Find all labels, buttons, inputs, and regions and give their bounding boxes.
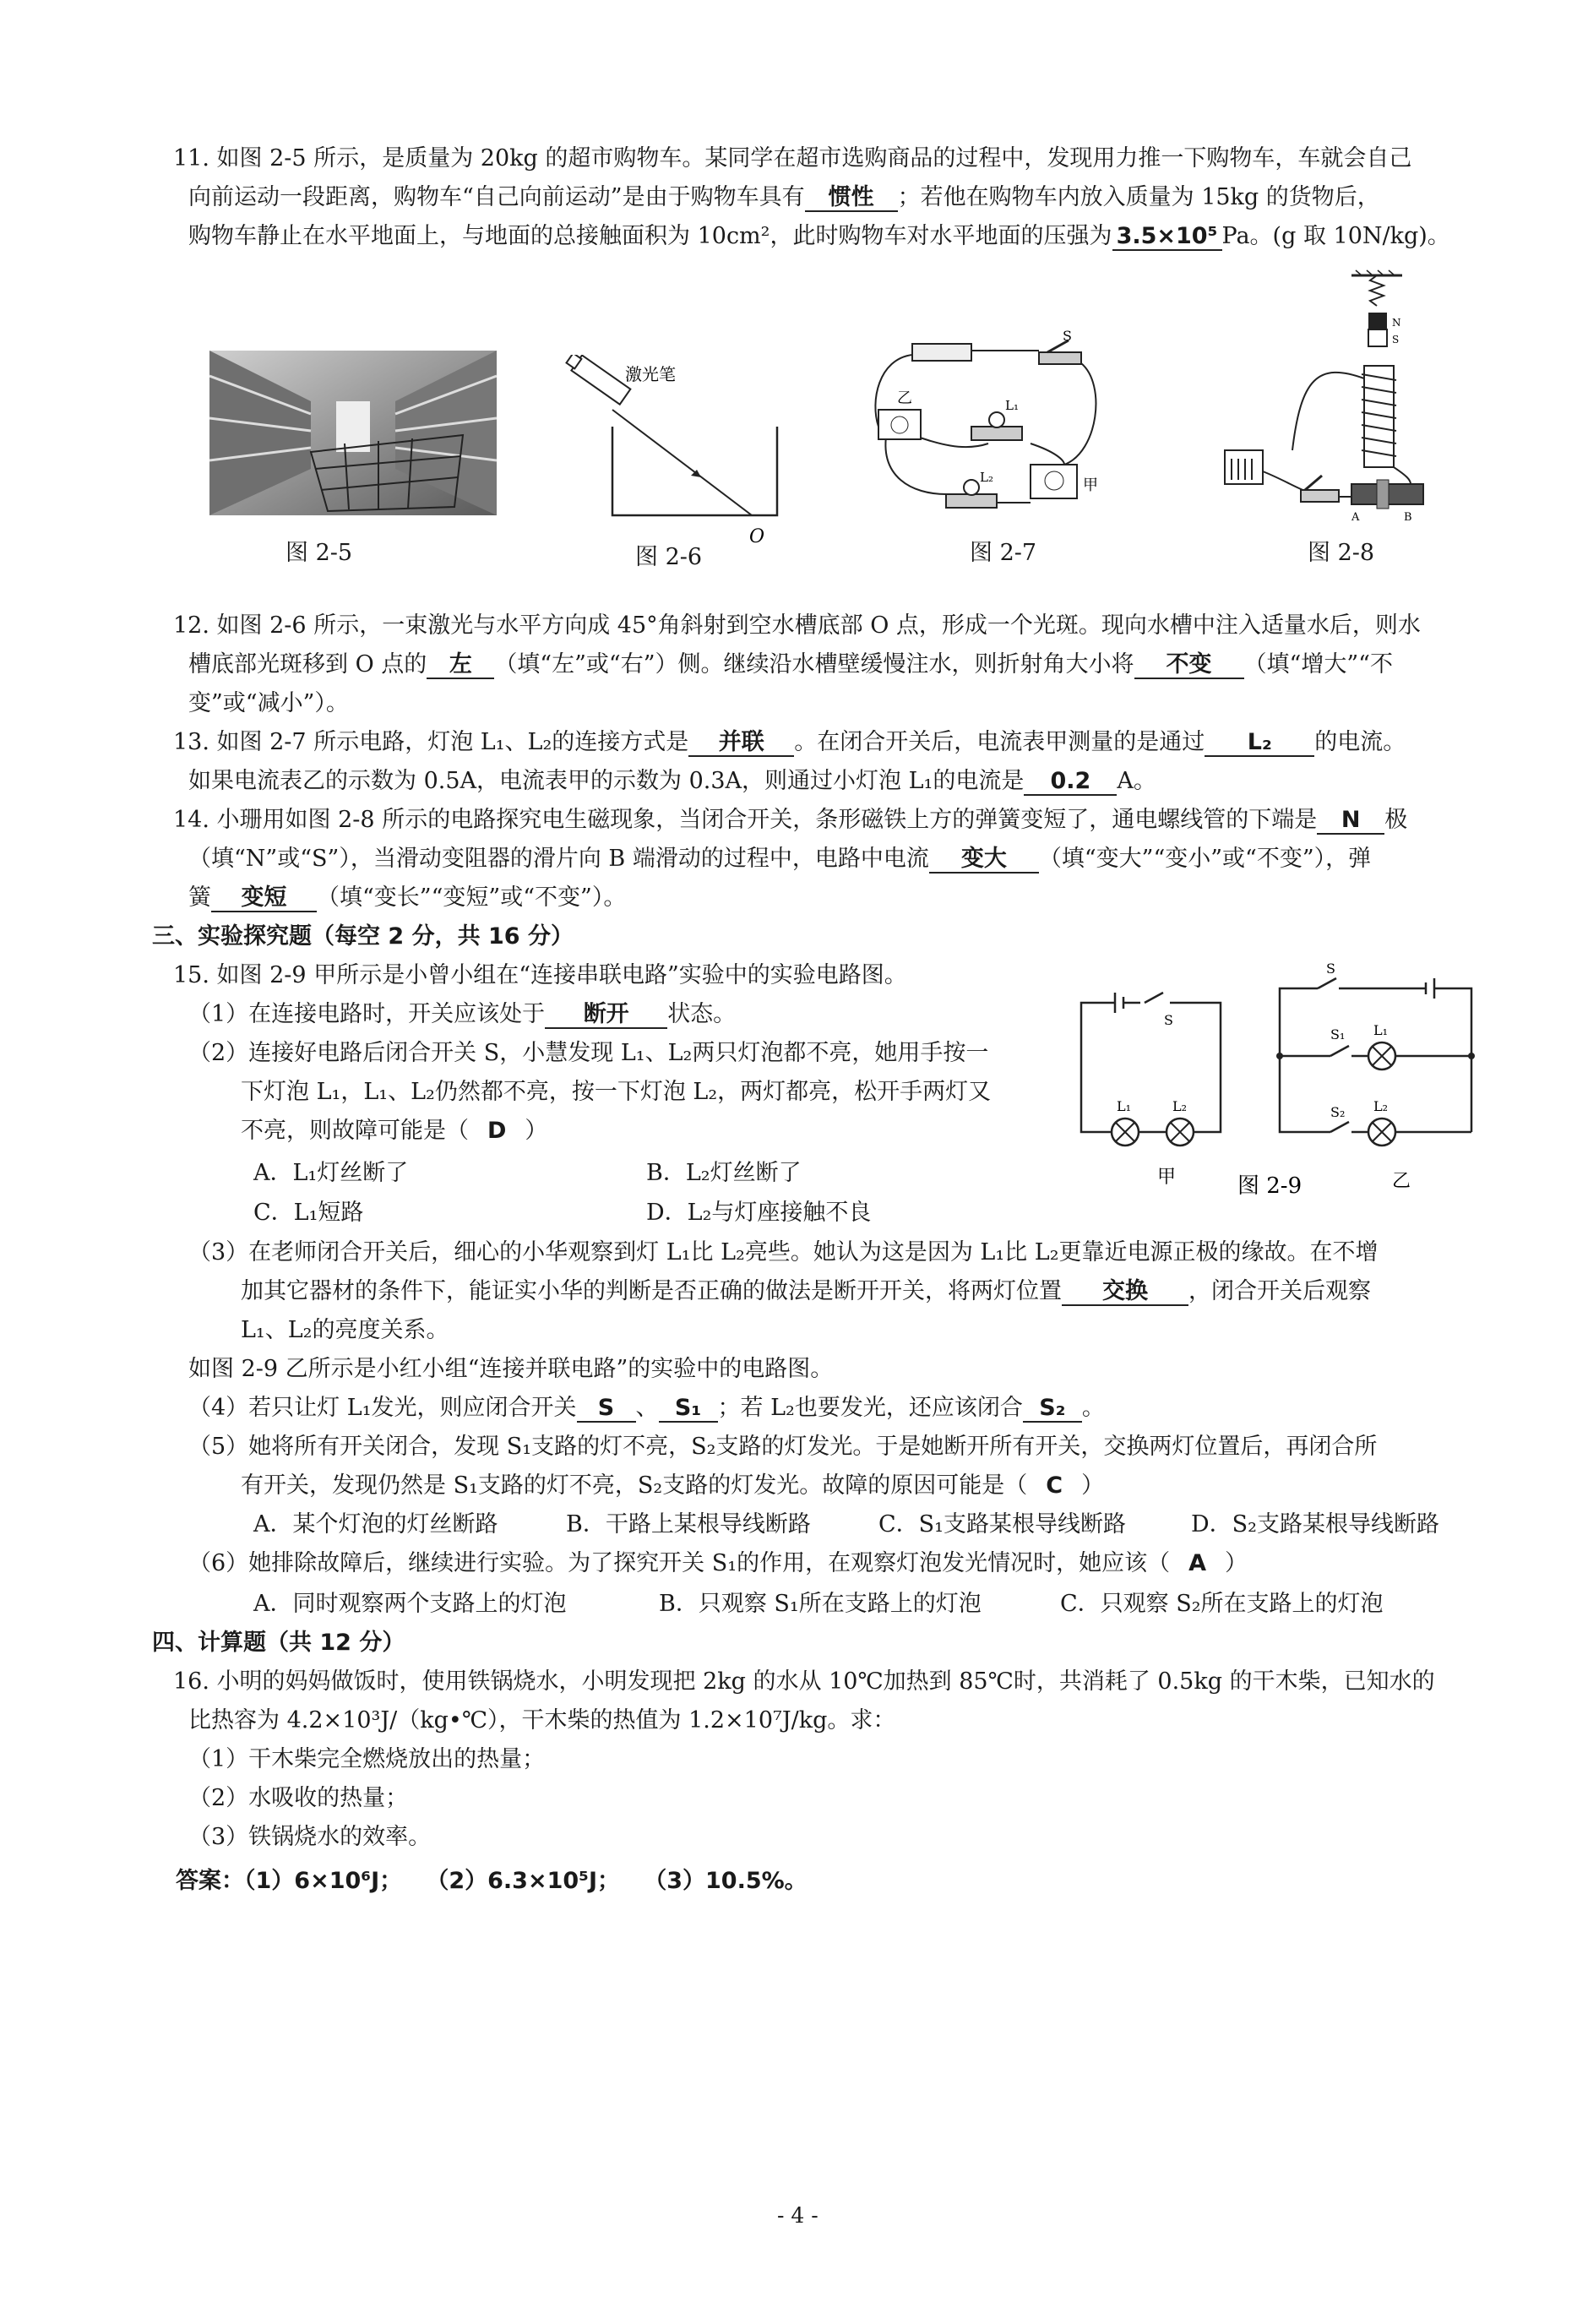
q15-text: （1）在连接电路时，开关应该处于 (188, 1001, 546, 1027)
section-heading: 三、实验探究题（每空 2 分，共 16 分） (152, 923, 574, 950)
q15-text: ） (1081, 1472, 1105, 1499)
q15-part6-options (253, 1585, 1384, 1624)
q15-text: ） (1225, 1550, 1248, 1576)
ammeter-yi-label: 乙 (897, 389, 912, 407)
switch-s1-label: S₁ (1330, 1026, 1346, 1042)
magnet-s-label: S (1392, 334, 1400, 346)
option-b: B．L₂灯丝断了 (646, 1160, 802, 1186)
q15-text: （6）她排除故障后，继续进行实验。为了探究开关 S₁的作用，在观察灯泡发光情况时，她应该（ (188, 1550, 1171, 1576)
question-number: 15. (173, 962, 209, 988)
q15-text: 。 (1081, 1395, 1105, 1421)
q14-text: 极 (1384, 807, 1408, 833)
q15-part4 (188, 1389, 1105, 1428)
q12-text: （填“左”或“右”）侧。继续沿水槽壁缓慢注水，则折射角大小将 (494, 651, 1134, 678)
page-number: - 4 - (777, 2203, 818, 2228)
point-o-label: O (749, 526, 765, 547)
option-d: D．L₂与灯座接触不良 (646, 1200, 872, 1226)
q11-line1 (173, 139, 1411, 178)
option-a: A．L₁灯丝断了 (253, 1160, 409, 1186)
option-d: D．S₂支路某根导线断路 (1191, 1511, 1439, 1538)
answer-blank: 0.2 (1024, 769, 1117, 796)
answer-choice: D (487, 1118, 507, 1144)
q15-part5-line2 (241, 1467, 1104, 1505)
magnet-n-label: N (1392, 317, 1401, 329)
figure-2-9-circuits (1073, 955, 1495, 1208)
answer-blank: 惯性 (805, 185, 898, 212)
q16-line1 (173, 1663, 1435, 1701)
option-c: C．S₁支路某根导线断路 (878, 1511, 1126, 1538)
question-number: 14. (173, 807, 209, 833)
bulb-l2-label: L₂ (980, 470, 993, 485)
q13-text: 如图 2-7 所示电路，灯泡 L₁、L₂的连接方式是 (216, 729, 689, 755)
figure-caption: 图 2-6 (635, 544, 703, 570)
q15-text: 状态。 (667, 1001, 737, 1027)
q14-line2 (188, 840, 1371, 879)
question-number: 12. (173, 612, 209, 639)
q15-part3-line2 (241, 1272, 1371, 1311)
q11-line2 (188, 178, 1380, 217)
q15-yi-intro: 如图 2-9 乙所示是小红小组“连接并联电路”的实验中的电路图。 (188, 1356, 834, 1382)
q14-text: （填“变大”“变小”或“不变”），弹 (1038, 846, 1372, 872)
q15-part2-line2: 下灯泡 L₁，L₁、L₂仍然都不亮，按一下灯泡 L₂，两灯都亮，松开手两灯又 (241, 1079, 992, 1105)
figure-2-7-circuit (862, 325, 1107, 524)
answer-blank: 左 (427, 652, 494, 679)
answer-blank: S₁ (659, 1396, 718, 1423)
q11-text: 如图 2-5 所示，是质量为 20kg 的超市购物车。某同学在超市选购商品的过程中，发现用力推一下购物车，车就会自己 (216, 145, 1412, 171)
q13-line2 (188, 762, 1156, 801)
answer-blank: N (1317, 808, 1384, 835)
circuit-yi-label: 乙 (1392, 1171, 1411, 1192)
q16-sub3: （3）铁锅烧水的效率。 (188, 1824, 432, 1850)
q14-text: （填“N”或“S”），当滑动变阻器的滑片向 B 端滑动的过程中，电路中电流 (188, 846, 929, 872)
q16-text: 小明的妈妈做饭时，使用铁锅烧水，小明发现把 2kg 的水从 10℃加热到 85℃时，共消耗了 0.5kg 的干木柴，已知水的 (216, 1668, 1435, 1695)
answer-blank: 变短 (211, 885, 317, 912)
answer-blank: 断开 (545, 1002, 667, 1029)
q11-text: 购物车静止在水平地面上，与地面的总接触面积为 10cm²，此时购物车对水平地面的压强为 (188, 223, 1112, 249)
q15-text: （4）若只让灯 L₁发光，则应闭合开关 (188, 1395, 577, 1421)
q11-text: Pa。(g 取 10N/kg)。 (1221, 223, 1450, 249)
laser-pen-label: 激光笔 (625, 364, 676, 384)
switch-s-label: S (1326, 961, 1335, 977)
q15-text: 、 (635, 1395, 659, 1421)
answer-blank: 交换 (1062, 1279, 1188, 1306)
option-a: A．同时观察两个支路上的灯泡 (253, 1591, 567, 1617)
q15-part3-line3: L₁、L₂的亮度关系。 (241, 1317, 449, 1343)
switch-s-label: S (1164, 1012, 1173, 1028)
q12-text: 如图 2-6 所示，一束激光与水平方向成 45°角斜射到空水槽底部 O 点，形成一个光斑。现向水槽中注入适量水后，则水 (216, 612, 1421, 639)
q12-text: 槽底部光斑移到 O 点的 (188, 651, 427, 678)
circuit-jia-label: 甲 (1157, 1167, 1177, 1188)
figure-2-5-photo (209, 351, 497, 515)
answer-choice: A (1188, 1550, 1206, 1576)
q11-text: 向前运动一段距离，购物车“自己向前运动”是由于购物车具有 (188, 184, 805, 210)
q13-text: A。 (1117, 768, 1156, 794)
question-number: 13. (173, 729, 209, 755)
question-number: 16. (173, 1668, 209, 1695)
q12-line3: 变”或“减小”）。 (188, 690, 349, 716)
answer-blank: 并联 (688, 730, 794, 757)
figure-2-8-electromagnet (1216, 269, 1440, 526)
q15-text: ，闭合开关后观察 (1188, 1278, 1371, 1304)
q12-line1 (173, 607, 1421, 645)
switch-s2-label: S₂ (1330, 1104, 1346, 1120)
q15-part6 (188, 1544, 1248, 1583)
option-c: C．L₁短路 (253, 1200, 364, 1226)
q12-text: （填“增大”“不 (1243, 651, 1393, 678)
bulb-l1-label: L₁ (1005, 398, 1019, 413)
ammeter-jia-label: 甲 (1083, 476, 1098, 494)
q15-text: 有开关，发现仍然是 S₁支路的灯不亮，S₂支路的灯发光。故障的原因可能是（ (241, 1472, 1028, 1499)
q15-text: ；若 L₂也要发光，还应该闭合 (717, 1395, 1023, 1421)
rheostat-a-label: A (1351, 511, 1360, 524)
q15-part2-options-row2 (253, 1194, 871, 1233)
figure-caption: 图 2-9 (1237, 1173, 1302, 1199)
q11-text: ；若他在购物车内放入质量为 15kg 的货物后， (897, 184, 1380, 210)
switch-label: S (1063, 328, 1072, 344)
option-c: C．只观察 S₂所在支路上的灯泡 (1060, 1591, 1384, 1617)
q13-line1 (173, 723, 1406, 762)
q16-answer: 答案：（1）6×10⁶J； （2）6.3×10⁵J； （3）10.5%。 (176, 1868, 808, 1894)
q14-line1 (173, 801, 1407, 840)
section-heading: 四、计算题（共 12 分） (152, 1630, 405, 1656)
q12-line2 (188, 645, 1393, 684)
answer-blank: 3.5×10⁵ (1112, 224, 1222, 251)
figure-2-6-diagram (553, 355, 798, 549)
bulb-l1-label: L₁ (1117, 1098, 1132, 1114)
question-number: 11. (173, 145, 209, 171)
answer-blank: 不变 (1134, 652, 1244, 679)
q15-part2-line3 (241, 1112, 547, 1151)
answer-blank: 变大 (929, 846, 1039, 874)
q15-intro (173, 956, 907, 995)
option-b: B．干路上某根导线断路 (566, 1511, 811, 1538)
q15-part2-line1: （2）连接好电路后闭合开关 S，小慧发现 L₁、L₂两只灯泡都不亮，她用手按一 (188, 1040, 989, 1066)
option-b: B．只观察 S₁所在支路上的灯泡 (659, 1591, 982, 1617)
q16-line2: 比热容为 4.2×10³J/（kg•℃），干木柴的热值为 1.2×10⁷J/kg。求： (188, 1707, 896, 1733)
answer-blank: L₂ (1205, 730, 1314, 757)
bulb-l2-label: L₂ (1373, 1098, 1389, 1114)
bulb-l1-label: L₁ (1373, 1022, 1389, 1038)
q16-sub1: （1）干木柴完全燃烧放出的热量； (188, 1746, 546, 1772)
q15-text: 不亮，则故障可能是（ (241, 1118, 469, 1144)
q13-text: 。在闭合开关后，电流表甲测量的是通过 (794, 729, 1205, 755)
rheostat-b-label: B (1404, 511, 1412, 524)
figure-caption: 图 2-7 (970, 540, 1037, 566)
q14-text: 簧 (188, 884, 211, 911)
q15-part2-options-row1 (253, 1154, 802, 1193)
figure-caption: 图 2-8 (1308, 540, 1375, 566)
q14-text: 小珊用如图 2-8 所示的电路探究电生磁现象，当闭合开关，条形磁铁上方的弹簧变短了，通电螺线管的下端是 (216, 807, 1318, 833)
figure-caption: 图 2-5 (286, 540, 353, 566)
q15-text: 如图 2-9 甲所示是小曾小组在“连接串联电路”实验中的实验电路图。 (216, 962, 907, 988)
q15-text: 加其它器材的条件下，能证实小华的判断是否正确的做法是断开开关，将两灯位置 (241, 1278, 1062, 1304)
q13-text: 的电流。 (1314, 729, 1406, 755)
q15-text: ） (525, 1118, 548, 1144)
bulb-l2-label: L₂ (1172, 1098, 1188, 1114)
option-a: A．某个灯泡的灯丝断路 (253, 1511, 498, 1538)
q16-sub2: （2）水吸收的热量； (188, 1785, 409, 1811)
answer-blank: S (577, 1396, 636, 1423)
q15-part5-line1: （5）她将所有开关闭合，发现 S₁支路的灯不亮，S₂支路的灯发光。于是她断开所有开关，交换两灯位置后，再闭合所 (188, 1434, 1378, 1460)
answer-choice: C (1046, 1472, 1063, 1499)
q13-text: 如果电流表乙的示数为 0.5A，电流表甲的示数为 0.3A，则通过小灯泡 L₁的电流是 (188, 768, 1025, 794)
q15-part3-line1: （3）在老师闭合开关后，细心的小华观察到灯 L₁比 L₂亮些。她认为这是因为 L₁比 L₂更靠近电源正极的缘故。在不增 (188, 1239, 1379, 1265)
answer-blank: S₂ (1023, 1396, 1082, 1423)
q14-line3 (188, 879, 626, 917)
q14-text: （填“变长”“变短”或“不变”）。 (317, 884, 627, 911)
q15-part1 (188, 995, 736, 1034)
q15-part5-options (253, 1505, 1439, 1544)
q11-line3 (188, 217, 1450, 256)
